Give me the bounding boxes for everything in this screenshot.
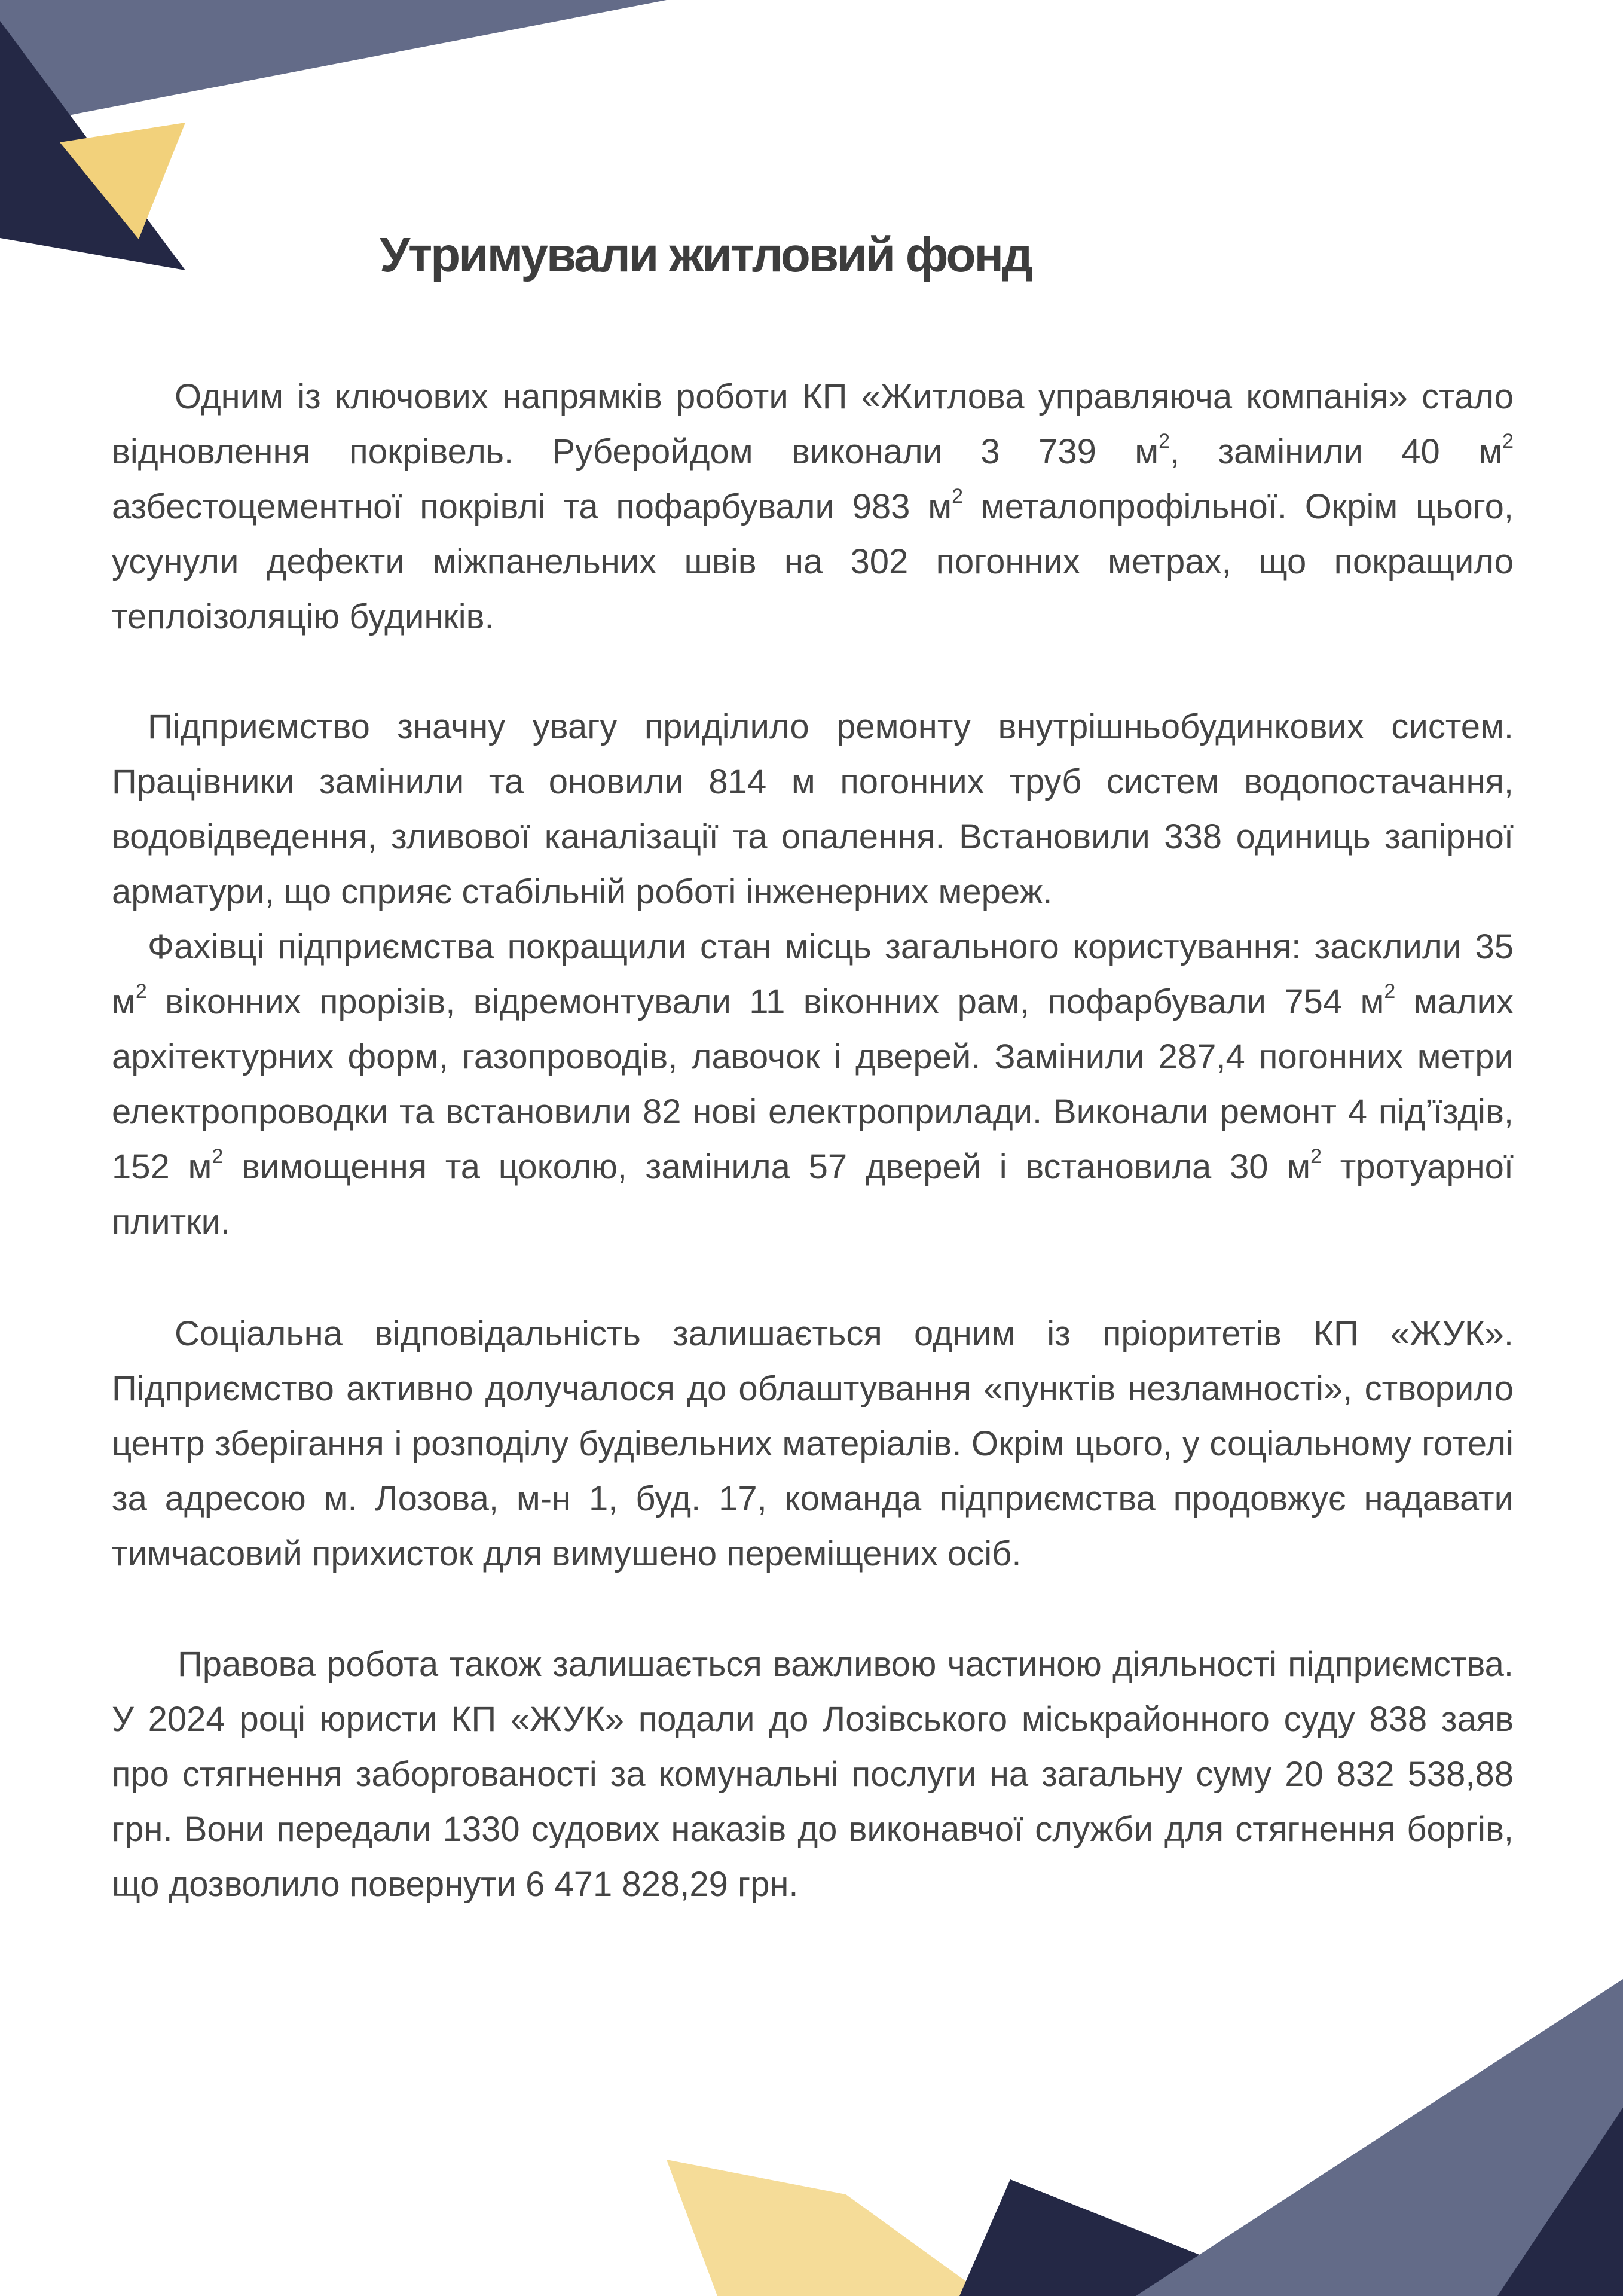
superscript-2: 2 (212, 1145, 224, 1168)
page-title: Утримували житловий фонд (380, 228, 1032, 282)
paragraph-social-responsibility: Соціальна відповідальність залишається одним із пріоритетів КП «ЖУК». Підприємство активно долучалося до облаштування «пунктів незламності», створило центр зберігання і розподілу будівельних матеріалів. Окрім цього, у соціальному готелі за адресою м. Лозова, м-н 1, буд. 17, команда підприємства продовжує надавати тимчасовий прихисток для вимушено переміщених осіб. (112, 1314, 1514, 1573)
bottom-slate-triangle-shape (1136, 1979, 1623, 2296)
top-navy-triangle-shape (0, 21, 185, 270)
common-areas-part-5: тротуарної плитки. (112, 1147, 1514, 1241)
roof-text-part-3: азбестоцементної покрівлі та пофарбували 983 м (112, 487, 952, 526)
superscript-2: 2 (135, 980, 147, 1003)
common-areas-part-3: малих архітектурних форм, газопроводів, лавочок і дверей. Замінили 287,4 погонних метри електропроводки та встановили 82 нові електроприлади. Виконали ремонт 4 під’їздів, 152 м (112, 982, 1514, 1186)
bottom-navy-triangle-shape (959, 2179, 1303, 2296)
common-areas-part-1: Фахівці підприємства покращили стан місць загального користування: засклили 35 м (112, 927, 1514, 1021)
common-areas-part-4: вимощення та цоколю, замінила 57 дверей і встановила 30 м (223, 1147, 1311, 1186)
superscript-2: 2 (1310, 1145, 1322, 1168)
top-slate-band-shape (0, 0, 667, 129)
bottom-gold-triangle-shape (667, 2160, 986, 2296)
top-gold-triangle-shape (60, 123, 185, 239)
superscript-2: 2 (1159, 430, 1170, 453)
roof-text-part-1: Одним із ключових напрямків роботи КП «Житлова управляюча компанія» стало відновлення покрівель. Руберойдом виконали 3 739 м (112, 377, 1514, 471)
systems-text: Підприємство значну увагу приділило ремонту внутрішньобудинкових систем. Працівники замінили та оновили 814 м погонних труб систем водопостачання, водовідведення, зливової каналізації та опалення. Встановили 338 одиниць запірної арматури, що сприяє стабільній роботі інженерних мереж. (112, 707, 1514, 911)
bottom-corner-navy-shape (1497, 2108, 1623, 2296)
superscript-2: 2 (952, 485, 963, 508)
paragraph-systems-and-common-areas (112, 700, 1514, 1250)
common-areas-text (112, 920, 1514, 1250)
paragraph-legal-work: Правова робота також залишається важливою частиною діяльності підприємства. У 2024 році юристи КП «ЖУК» подали до Лозівського міськрайонного суду 838 заяв про стягнення заборгованості за комунальні послуги на загальну суму 20 832 538,88 грн. Вони передали 1330 судових наказів до виконавчої служби для стягнення боргів, що дозволило повернути 6 471 828,29 грн. (112, 1645, 1514, 1904)
roof-text-part-4: металопрофільної. Окрім цього, усунули дефекти міжпанельних швів на 302 погонних метрах, що покращило теплоізоляцію будинків. (112, 487, 1514, 636)
roof-text-part-2: , замінили 40 м (1170, 432, 1503, 471)
paragraph-roof-repairs (112, 370, 1514, 645)
superscript-2: 2 (1502, 430, 1514, 453)
superscript-2: 2 (1384, 980, 1396, 1003)
common-areas-part-2: віконних прорізів, відремонтували 11 віконних рам, пофарбували 754 м (146, 982, 1384, 1021)
